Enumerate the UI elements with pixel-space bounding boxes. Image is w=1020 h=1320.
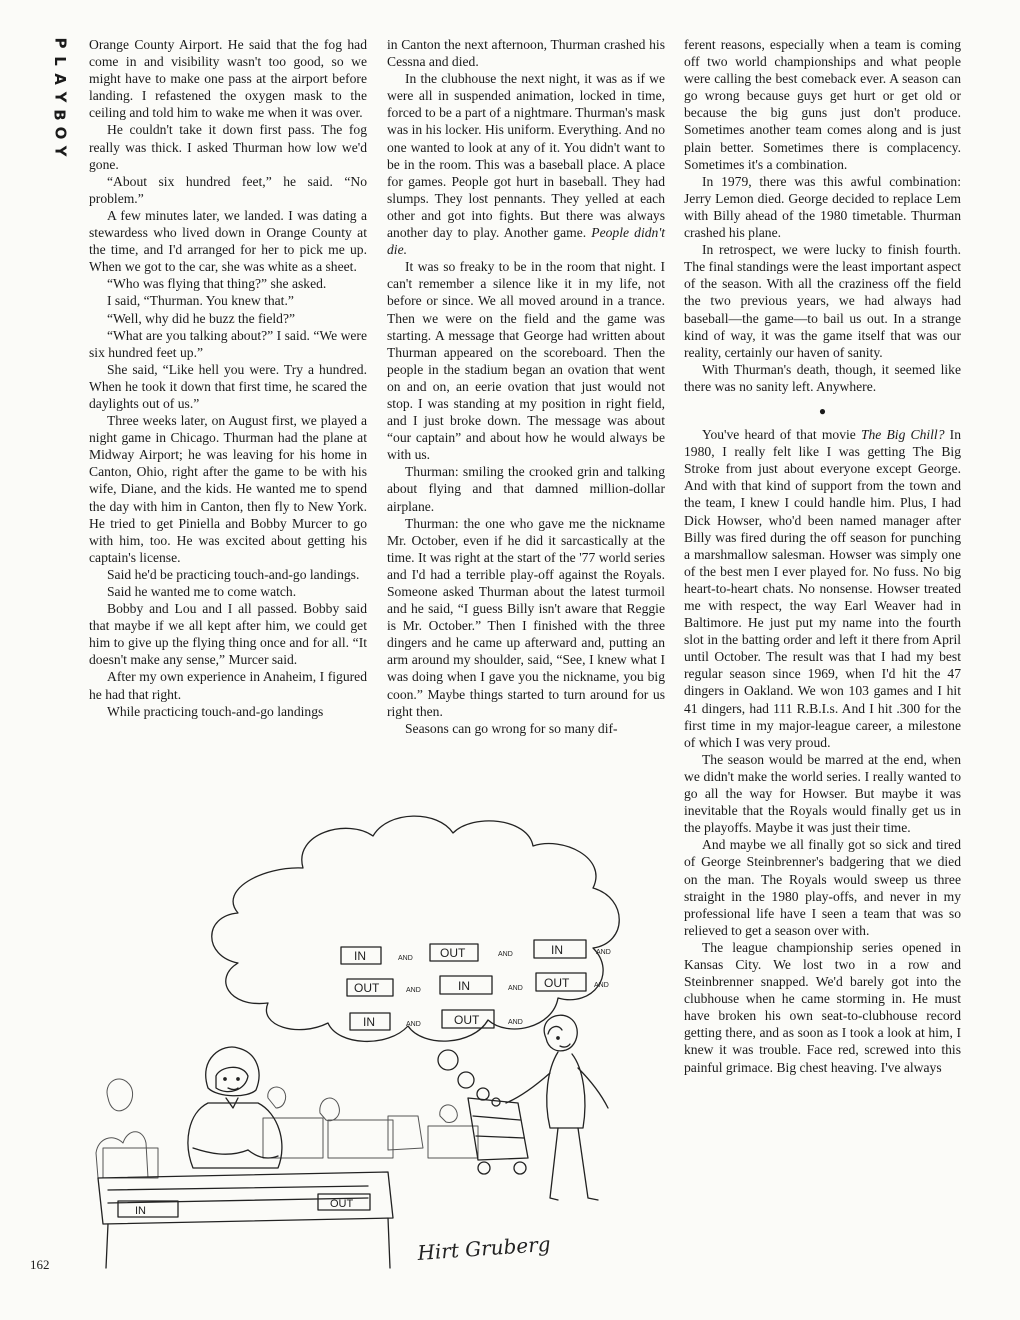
- thought-bubble-dot: [438, 1050, 458, 1070]
- and-label: AND: [508, 1019, 523, 1026]
- in-label: IN: [354, 949, 366, 963]
- out-label: OUT: [454, 1013, 480, 1027]
- out-label: OUT: [544, 976, 570, 990]
- paragraph: Orange County Airport. He said that the fog had come in and visibility wasn't too good, so we might have to make one pass at the airport before landing. I refastened the oxygen mask to the ceiling and told him to wake me when it was over.: [89, 37, 367, 121]
- paragraph-text: You've heard of that movie: [702, 427, 861, 443]
- paragraph: “About six hundred feet,” he said. “No problem.”: [89, 173, 367, 206]
- paragraph: Bobby and Lou and I all passed. Bobby said that maybe if we all kept after him, we could get him to give up the flying thing once and for all. “It doesn't make any sense,” Murcer said.: [89, 601, 367, 668]
- article-column-2: [387, 36, 665, 737]
- article-column-1: [89, 36, 367, 720]
- paragraph: And maybe we all finally got so sick and tired of George Steinbrenner's badgering that we died on the man. The Royals would sweep us three straight in the 1980 play-offs, and never in my professional life have I seen a team that was so relieved to get a season over with.: [684, 837, 961, 938]
- paragraph: “Well, why did he buzz the field?”: [107, 310, 296, 326]
- paragraph: A few minutes later, we landed. I was dating a stewardess who lived down in Orange County at the time, and I'd arranged for her to pick me up. When we got to the car, she was white as a sheet.: [89, 207, 367, 275]
- masthead-letter: O: [50, 126, 69, 140]
- masthead-letter: A: [50, 73, 69, 85]
- paragraph: [684, 426, 961, 751]
- in-tray-label: IN: [135, 1205, 146, 1217]
- masthead-letter: P: [51, 37, 69, 49]
- paragraph: It was so freaky to be in the room that night. I can't remember a silence like it in my life, not before or since. We all moved around in a trance. Then we were on the field and the game was starting. A message that George had written about Thurman appeared on the scoreboard. Then the people in the stadium began an ovation that went on and on, an eerie ovation that just would not stop. I was standing at my position in right field, and I just broke down. The message was about “our captain” and about how he would always be with us.: [387, 259, 665, 463]
- and-label: AND: [596, 949, 611, 956]
- article-column-3: [684, 36, 961, 1076]
- out-label: OUT: [440, 946, 466, 960]
- paragraph: In 1979, there was this awful combination: Jerry Lemon died. George decided to replace Lem with Billy ahead of the 1980 timetable. Thurman crashed his plane.: [684, 173, 961, 241]
- and-label: AND: [498, 951, 513, 958]
- paragraph: After my own experience in Anaheim, I figured he had that right.: [89, 669, 367, 702]
- masthead-letter: L: [51, 56, 69, 66]
- section-break-bullet: ●: [818, 403, 827, 418]
- paragraph-text: In the clubhouse the next night, it was as if we were all in suspended animation, locked in time, forced to be a part of a nightmare. Thurman's mask was in his locker. His uniform. Everything. And no one wanted to look at any of it. You didn't want to be in the room. This was a baseball place. A place for games. People got hurt in baseball. They had slumps. They lost pennants. They yelled at each other and got into fights. But there was always another day to play. Another game.: [387, 71, 665, 241]
- in-label: IN: [458, 979, 470, 993]
- paragraph: Seasons can go wrong for so many dif-: [405, 720, 618, 736]
- in-label: IN: [363, 1015, 375, 1029]
- page-number: 162: [30, 1257, 50, 1272]
- paragraph: “Who was flying that thing?” she asked.: [107, 276, 327, 292]
- paragraph: The league championship series opened in Kansas City. We lost two in a row and Steinbrenner snapped. We'd barely got into the clubhouse when he came storming in. He must have broken his own seat-to-clubhouse record getting there, and as soon as I took a look at him, I knew it was trouble. Face red, screwed into this painful grimace. Big chest heaving. I've always: [684, 939, 961, 1075]
- paragraph-text: In 1980, I really felt like I was getting The Big Stroke from just about everyone except George. And with that kind of support from the town and the team, I knew I could handle him. Plus, I had Dick Howser, who'd been named manager after Billy was fired during the off season for punching a marshmallow salesman. Howser was simply one of the best men I ever played for. No fuss. No big heart-to-heart chats. No nonsense. Howser treated me with respect, the way Earl Weaver had in Baltimore. He just put my name into the fourth slot in the batting order and left it there from April until October. The result was that I had my best regular season since 1969, when I'd hit the 47 dingers in Oakland. We won 103 games and I hit 41 dingers, had 111 R.B.I.s. And I hit .300 for the first time in my major-league career, a milestone of which I was very proud.: [684, 427, 961, 750]
- paragraph: While practicing touch-and-go landings: [107, 703, 324, 719]
- mail-desk: [98, 1172, 393, 1268]
- thought-bubble-dot: [477, 1088, 489, 1100]
- paragraph: The season would be marred at the end, when we didn't make the world series. I really wanted to go all the way for Howser. But maybe it was inevitable that the Royals would finally get us in the playoffs. Maybe it was just their time.: [684, 751, 961, 836]
- paragraph: ferent reasons, especially when a team is coming off two world championships and what people were calling the best comeback ever. A season can go wrong because guys get hurt or get old or because the big guns just don't produce. Sometimes another team comes along and is just plain better. Sometimes there is complacency. Sometimes it's a combination.: [684, 37, 961, 172]
- paragraph: She said, “Like hell you were. Try a hundred. When he took it down that first time, he scared the daylights out of us.”: [89, 361, 367, 411]
- man-with-mail-cart: [468, 1015, 608, 1200]
- paragraph: “What are you talking about?” I said. “We were six hundred feet up.”: [89, 327, 367, 360]
- and-label: AND: [398, 955, 413, 962]
- magazine-masthead: [48, 34, 72, 160]
- paragraph: With Thurman's death, though, it seemed like there was no sanity left. Anywhere.: [684, 361, 961, 394]
- and-label: AND: [406, 1021, 421, 1028]
- paragraph: in Canton the next afternoon, Thurman crashed his Cessna and died.: [387, 37, 665, 70]
- thought-bubble-dot: [492, 1098, 500, 1106]
- background-figures: [96, 1079, 478, 1178]
- in-label: IN: [551, 943, 563, 957]
- paragraph: Thurman: smiling the crooked grin and talking about flying and that damned million-dollar airplane.: [387, 464, 665, 514]
- thought-bubble-dot: [458, 1072, 474, 1088]
- masthead-letter: Y: [51, 91, 69, 103]
- paragraph: He couldn't take it down first pass. The fog really was thick. I asked Thurman how low we'd gone.: [89, 122, 367, 172]
- cartoon-illustration: [88, 798, 663, 1278]
- out-label: OUT: [354, 981, 380, 995]
- masthead-letter: Y: [51, 145, 69, 157]
- paragraph: Said he'd be practicing touch-and-go landings.: [107, 566, 360, 582]
- emphasis-text: The Big Chill?: [860, 427, 945, 443]
- paragraph: Three weeks later, on August first, we played a night game in Chicago. Thurman had the plane at Midway Airport; he was leaving for his home in Canton, Ohio, right after the game to be with his wife, Diane, and the kids. He wanted me to spend the day with him in Canton, then fly to New York. He tried to get Piniella and Bobby Murcer to go with him, too. He was excited about getting his captain's license.: [89, 413, 367, 565]
- artist-signature: Hirt Gruberg: [416, 1231, 552, 1265]
- paragraph: I said, “Thurman. You knew that.”: [107, 293, 294, 309]
- and-label: AND: [594, 982, 609, 989]
- emphasis-text: People didn't die.: [387, 225, 666, 258]
- woman-sorting-mail: [188, 1047, 282, 1168]
- paragraph: In retrospect, we were lucky to finish fourth. The final standings were the least important aspect of the season. With all the craziness off the field the two previous years, we had always had baseball—the game—to bail us out. In a strange kind of way, it was the game itself that was our reality, certainly our haven of sanity.: [684, 242, 961, 360]
- paragraph: [387, 70, 665, 258]
- and-label: AND: [508, 985, 523, 992]
- and-label: AND: [406, 987, 421, 994]
- in-tray-sign: [118, 1201, 178, 1217]
- thought-bubble: [212, 816, 620, 1041]
- paragraph: Said he wanted me to come watch.: [107, 584, 297, 599]
- masthead-letter: B: [51, 109, 69, 121]
- paragraph: Thurman: the one who gave me the nickname Mr. October, even if he did it sarcastically at the time. It was right at the start of the '77 world series and I'd had a terrible play-off against the Royals. Someone asked Thurman about the latest turmoil and he said, “I guess Billy isn't aware that Reggie is Mr. October.” Then I finished with the three dingers and he came up afterward and, putting an arm around my shoulder, said, “See, I knew what I was doing when I gave you the nickname, you big coon.” Maybe things started to turn around for us right then.: [387, 515, 665, 719]
- out-tray-label: OUT: [330, 1198, 354, 1210]
